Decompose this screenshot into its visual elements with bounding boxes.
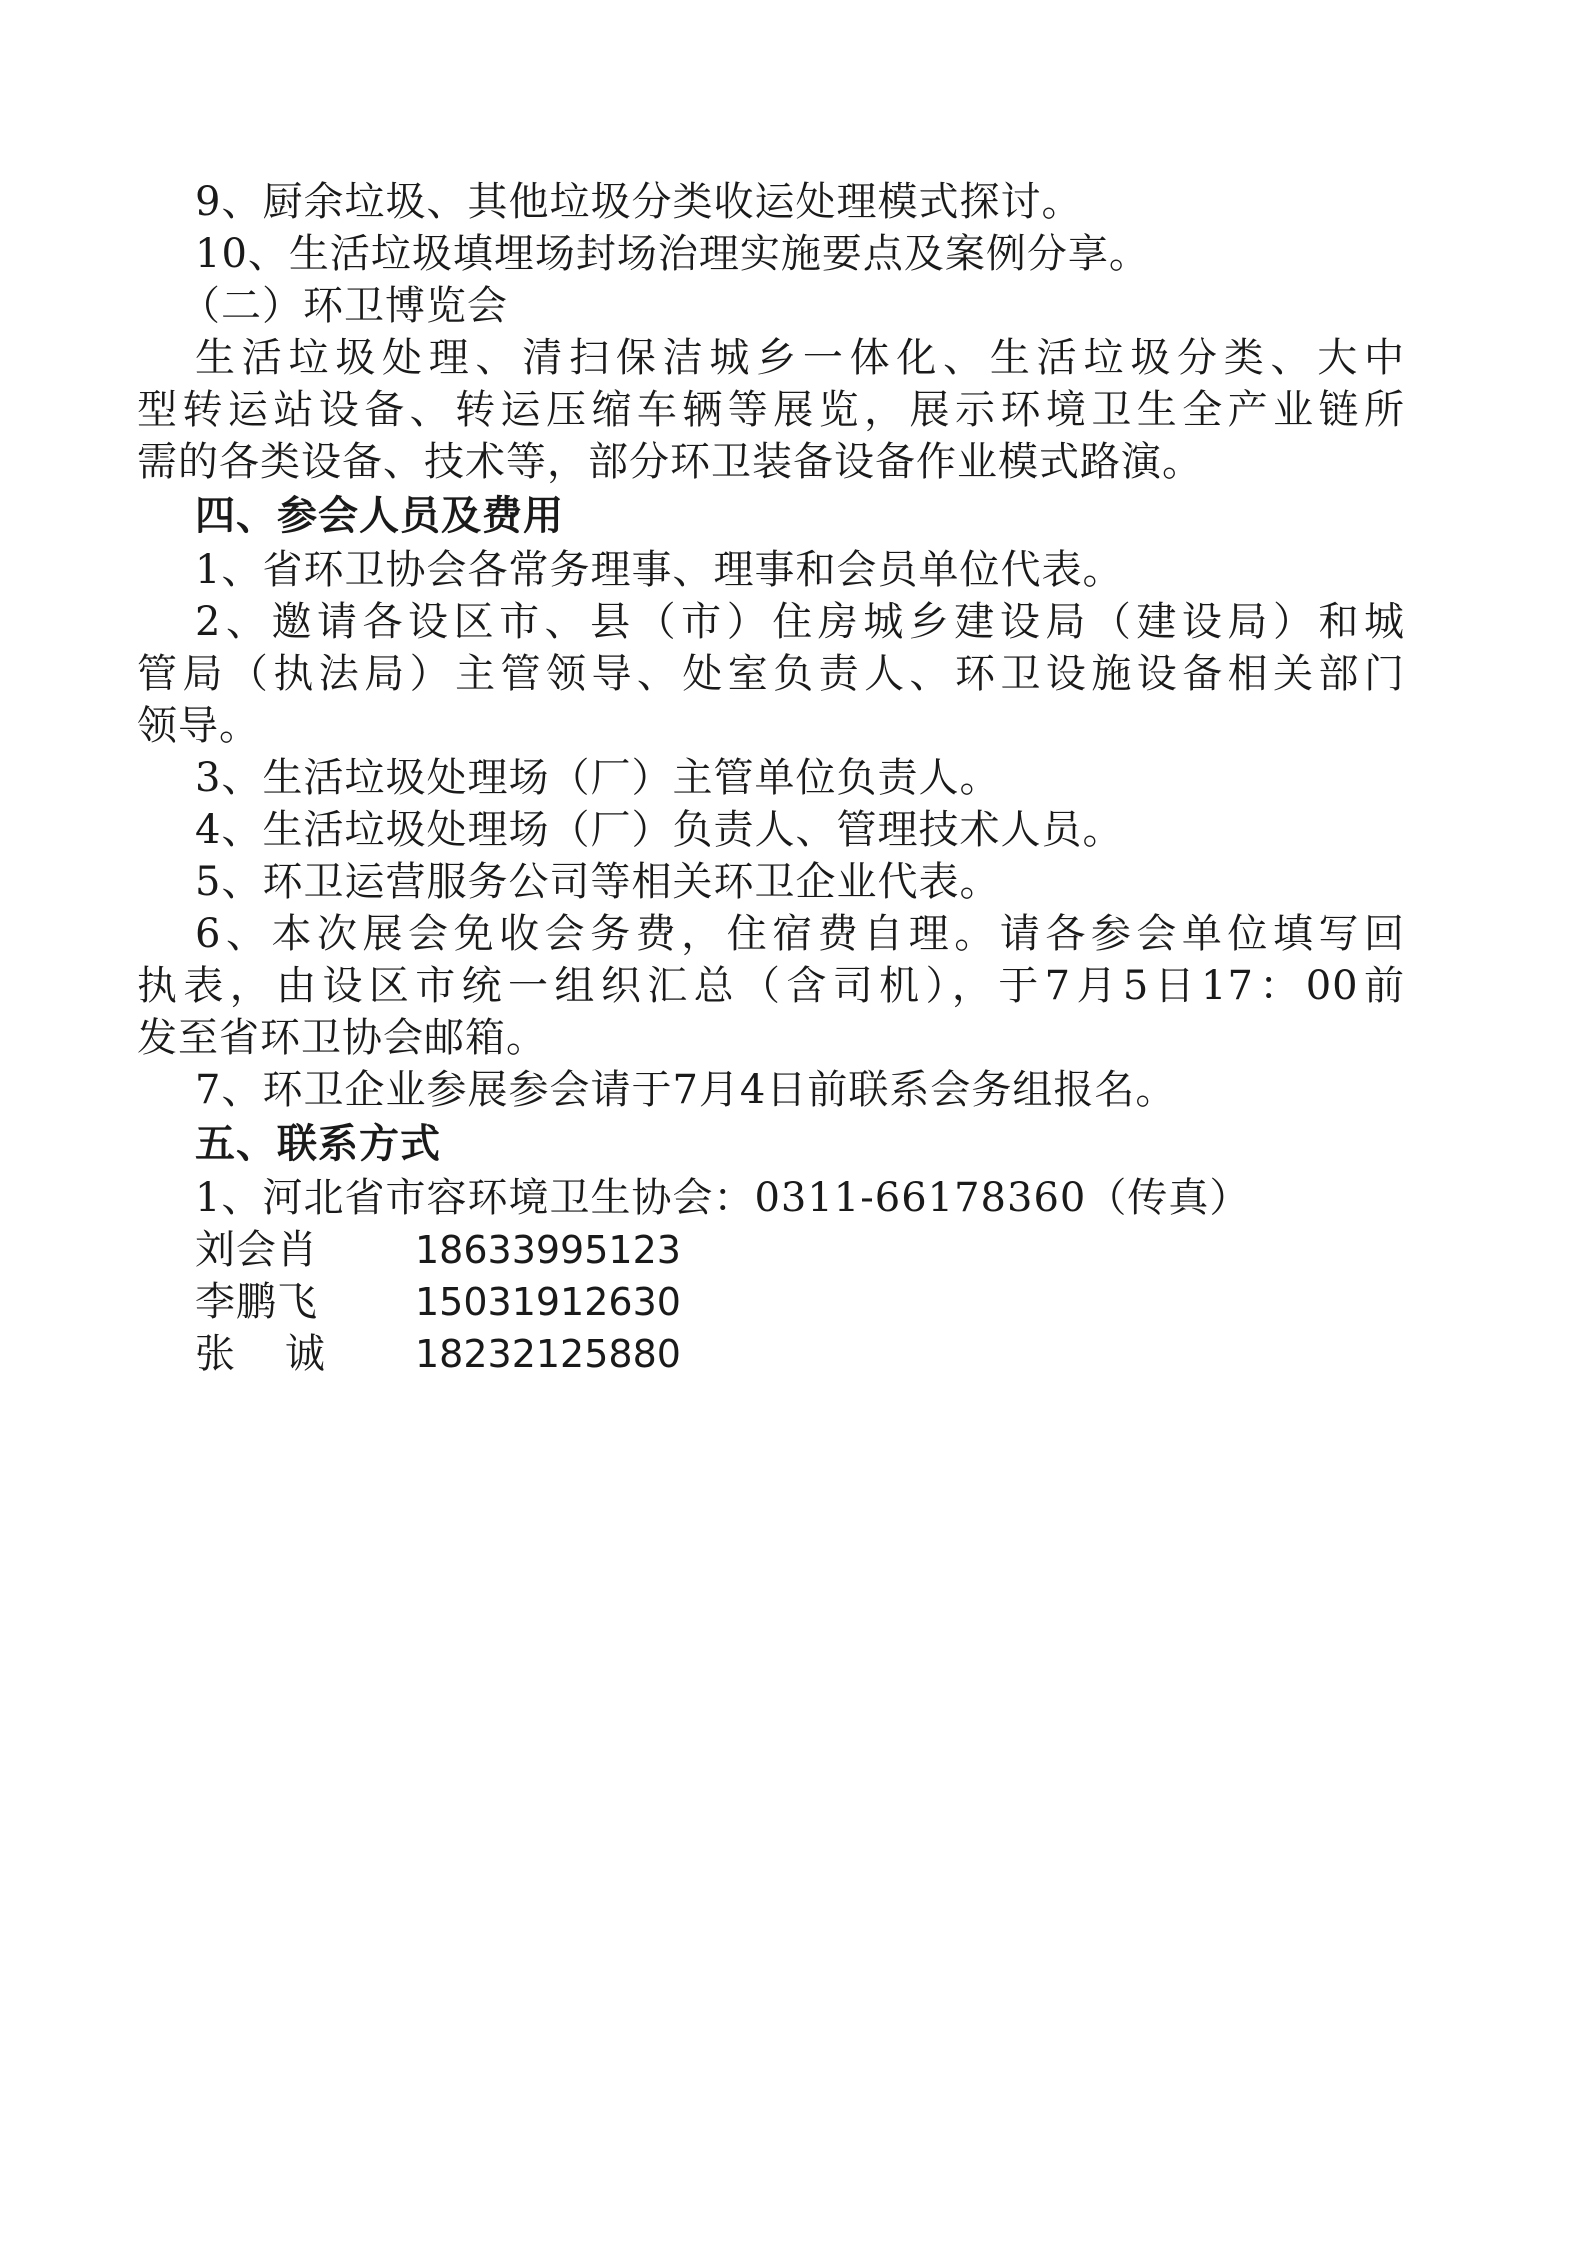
- agenda-item-10: 10、生活垃圾填埋场封场治理实施要点及案例分享。: [195, 231, 1150, 277]
- contact-name: 张诚: [195, 1331, 375, 1377]
- expo-paragraph-line-3: 需的各类设备、技术等，部分环卫装备设备作业模式路演。: [137, 439, 1203, 485]
- attendee-item-6-line-3: 发至省环卫协会邮箱。: [137, 1015, 547, 1061]
- attendee-item-6-line-2: 执表，由设区市统一组织汇总（含司机），于7月5日17：00前: [137, 963, 1405, 1009]
- attendee-item-3: 3、生活垃圾处理场（厂）主管单位负责人。: [195, 755, 1001, 801]
- contact-name: 李鹏飞: [195, 1279, 318, 1325]
- expo-paragraph-line-2: 型转运站设备、转运压缩车辆等展览，展示环境卫生全产业链所: [137, 387, 1405, 433]
- expo-paragraph-line-1: 生活垃圾处理、清扫保洁城乡一体化、生活垃圾分类、大中: [195, 335, 1405, 381]
- contact-row: [195, 1276, 681, 1328]
- attendee-item-1: 1、省环卫协会各常务理事、理事和会员单位代表。: [195, 547, 1124, 593]
- attendee-item-5: 5、环卫运营服务公司等相关环卫企业代表。: [195, 859, 1001, 905]
- section-expo-heading: （二）环卫博览会: [180, 283, 508, 329]
- attendee-item-2-line-2: 管局（执法局）主管领导、处室负责人、环卫设施设备相关部门: [137, 651, 1405, 697]
- contact-phone: 18633995123: [415, 1228, 681, 1272]
- association-contact-line: 1、河北省市容环境卫生协会：0311-66178360（传真）: [195, 1175, 1251, 1221]
- attendee-item-4: 4、生活垃圾处理场（厂）负责人、管理技术人员。: [195, 807, 1124, 853]
- attendee-item-7: 7、环卫企业参展参会请于7月4日前联系会务组报名。: [195, 1067, 1177, 1113]
- contact-name: 刘会肖: [195, 1227, 318, 1273]
- contact-phone: 15031912630: [415, 1280, 681, 1324]
- contact-row: [195, 1328, 681, 1380]
- section-5-heading: 五、联系方式: [195, 1121, 441, 1167]
- attendee-item-2-line-1: 2、邀请各设区市、县（市）住房城乡建设局（建设局）和城: [195, 599, 1405, 645]
- contact-phone: 18232125880: [415, 1332, 681, 1376]
- contact-row: [195, 1224, 681, 1276]
- attendee-item-6-line-1: 6、本次展会免收会务费，住宿费自理。请各参会单位填写回: [195, 911, 1405, 957]
- attendee-item-2-line-3: 领导。: [137, 703, 260, 749]
- agenda-item-9: 9、厨余垃圾、其他垃圾分类收运处理模式探讨。: [195, 179, 1083, 225]
- section-4-heading: 四、参会人员及费用: [195, 493, 564, 539]
